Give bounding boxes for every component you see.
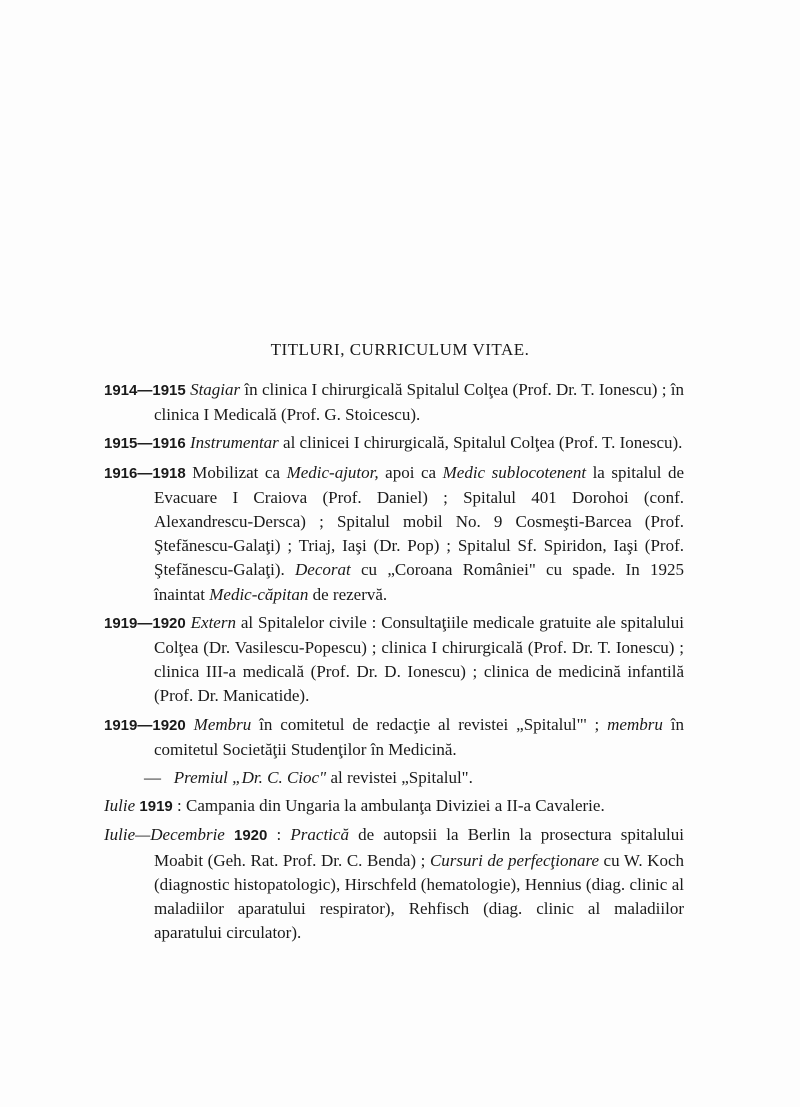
list-item [104, 611, 684, 709]
list-item [104, 766, 684, 790]
entry-text: în comitetul de redacţie al revistei „Spitalul"' ; [251, 714, 608, 734]
entry-month: Iulie [104, 796, 136, 816]
entry-role: membru [607, 714, 663, 734]
list-item [104, 823, 684, 945]
entry-year: 1916—1918 [104, 464, 186, 482]
entry-role: Cursuri de perfecţionare [429, 850, 599, 870]
entry-role: Medic-căpitan [209, 584, 309, 604]
entry-role: Medic-ajutor, [286, 462, 379, 482]
entry-list [104, 378, 684, 949]
entry-role: Medic sublocotenent [442, 462, 587, 482]
page-title: TITLURI, CURRICULUM VITAE. [270, 340, 530, 359]
entry-text: apoi ca [378, 462, 443, 482]
entry-text: de rezervă. [308, 584, 388, 604]
entry-dash: — [144, 768, 161, 788]
entry-text: : [267, 825, 291, 845]
entry-text: Mobilizat ca [192, 462, 287, 482]
entry-text: în comitetul Societăţii Studenţilor în Medicină. [154, 714, 685, 759]
entry-text: al Spitalelor civile : Consultaţiile medicale gratuite ale spitalului Colţea (Dr. Vasilescu-Popescu) ; clinica I chirurgicală (Prof. Dr. T. Ionescu) ; clinica III-a medicală (Prof. Dr. D. Ionescu) ; clinica de medicină infantilă (Prof. Dr. Manicatide). [154, 612, 684, 706]
entry-year: 1919—1920 [104, 716, 186, 734]
list-item [104, 794, 684, 819]
entry-text: în clinica I chirurgicală Spitalul Colţea (Prof. Dr. T. Ionescu) ; în clinica I Medicală (Prof. G. Stoicescu). [154, 380, 685, 425]
entry-role: Practică [290, 825, 349, 845]
entry-year: 1919—1920 [104, 614, 186, 632]
entry-role: Membru [193, 714, 252, 734]
entry-text: de autopsii la Berlin la prosectura spitalului Moabit (Geh. Rat. Prof. Dr. C. Benda) ; [154, 825, 684, 870]
entry-role: Decorat [295, 560, 351, 580]
entry-text: cu „Coroana României" cu spade. In 1925 înaintat [154, 560, 684, 604]
entry-text: al clinicei I chirurgicală, Spitalul Colţea (Prof. T. Ionescu). [278, 433, 683, 453]
entry-year: 1920 [234, 827, 268, 845]
entry-year: 1914—1915 [104, 382, 186, 399]
entry-month: Iulie—Decembrie [104, 825, 225, 845]
entry-role: Instrumentar [190, 433, 279, 453]
entry-text: la spitalul de Evacuare I Craiova (Prof. Daniel) ; Spitalul 401 Dorohoi (conf. Alexandrescu-Dersca) ; Spitalul mobil No. 9 Cosmeşti-Barcea (Prof. Ştefănescu-Galaţi) ; Triaj, Iaşi (Dr. Pop) ; Spitalul Sf. Spiridon, Iaşi (Prof. Ştefănescu-Galaţi). [154, 462, 685, 580]
entry-role: Premiul „Dr. C. Cioc" [173, 768, 327, 788]
list-item [104, 713, 684, 762]
list-item [104, 431, 684, 456]
entry-year: 1919 [139, 798, 173, 816]
entry-text: cu W. Koch (diagnostic histopatologic), Hirschfeld (hematologie), Hennius (diag. clinic al maladiilor aparatului respirator), Rehfisch (diag. clinic al maladiilor aparatului circulator). [154, 850, 684, 943]
entry-role: Extern [190, 612, 236, 632]
entry-role: Stagiar [190, 380, 241, 399]
list-item [104, 378, 684, 427]
entry-year: 1915—1916 [104, 435, 186, 453]
entry-text: al revistei „Spitalul". [326, 768, 473, 788]
list-item [104, 461, 684, 607]
entry-text: : Campania din Ungaria la ambulanţa Diviziei a II-a Cavalerie. [172, 796, 605, 816]
